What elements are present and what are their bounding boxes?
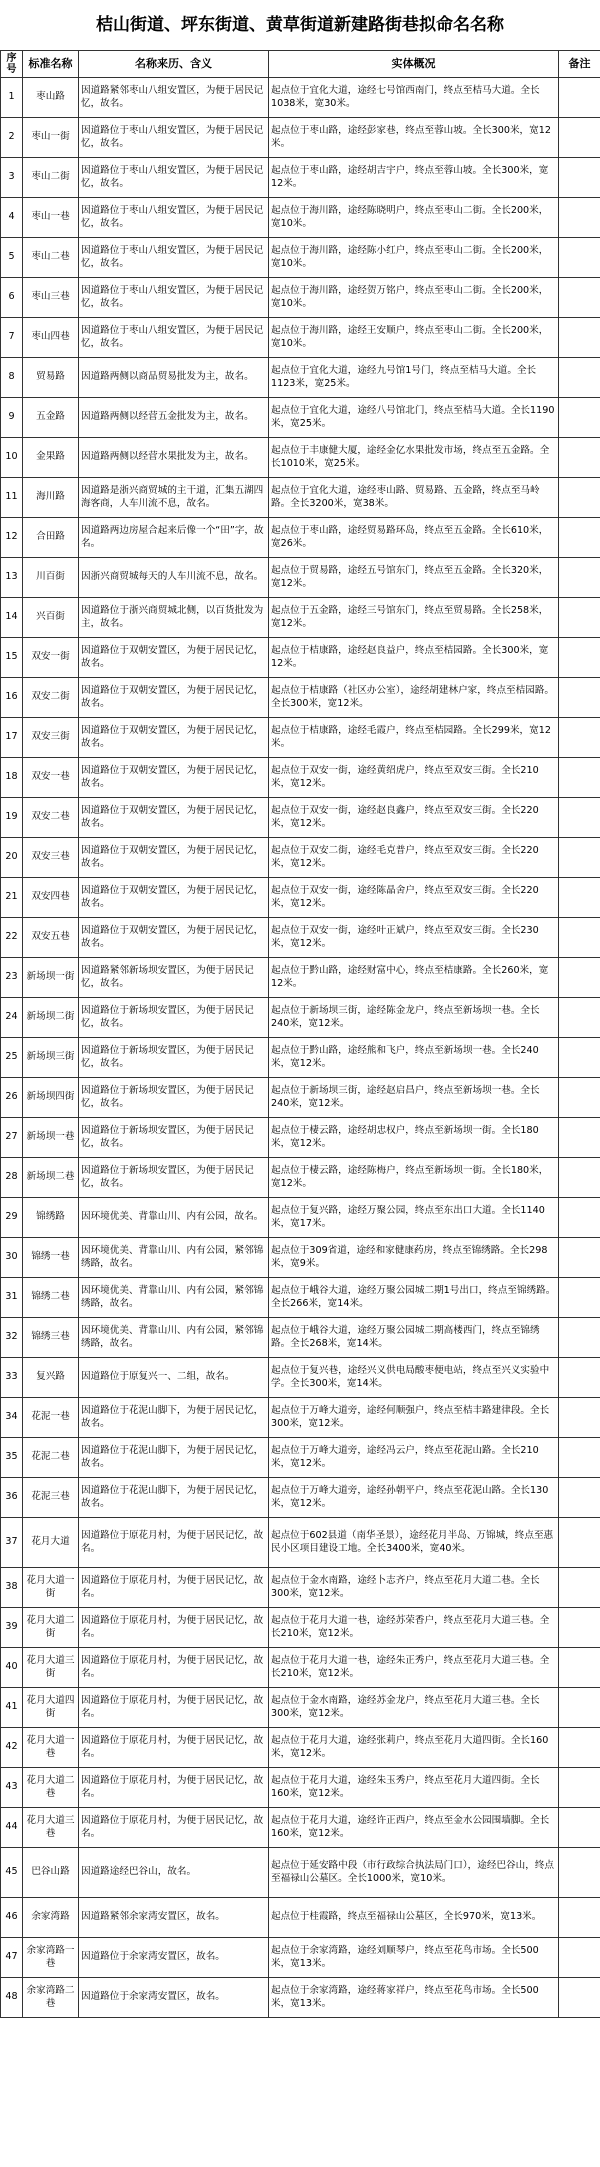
header-detail: 实体概况 [269, 51, 559, 78]
cell-detail: 起点位于金水南路，途经苏金龙户，终点至花月大道三巷。全长300米，宽12米。 [269, 1688, 559, 1728]
cell-index: 6 [1, 278, 23, 318]
cell-note [559, 1158, 600, 1198]
cell-index: 31 [1, 1278, 23, 1318]
cell-index: 21 [1, 878, 23, 918]
cell-index: 1 [1, 78, 23, 118]
header-origin: 名称来历、含义 [79, 51, 269, 78]
cell-index: 2 [1, 118, 23, 158]
cell-origin: 因道路位于双朝安置区，为便于居民记忆，故名。 [79, 878, 269, 918]
cell-name: 花月大道四街 [23, 1688, 79, 1728]
cell-index: 14 [1, 598, 23, 638]
cell-name: 双安二巷 [23, 798, 79, 838]
cell-detail: 起点位于海川路，途经王安顺户，终点至枣山二街。全长200米，宽10米。 [269, 318, 559, 358]
cell-detail: 起点位于花月大道，途经许正西户，终点至金水公园围墙脚。全长160米，宽12米。 [269, 1808, 559, 1848]
cell-origin: 因环境优美、背靠山川、内有公园，紧邻锦绣路，故名。 [79, 1278, 269, 1318]
cell-note [559, 678, 600, 718]
cell-name: 海川路 [23, 478, 79, 518]
cell-name: 余家湾路二巷 [23, 1978, 79, 2018]
cell-detail: 起点位于花月大道一巷，途经苏荣香户，终点至花月大道三巷。全长210米，宽12米。 [269, 1608, 559, 1648]
cell-name: 新场坝一街 [23, 958, 79, 998]
cell-detail: 起点位于余家湾路，途经刘顺琴户，终点至花鸟市场。全长500米，宽13米。 [269, 1938, 559, 1978]
cell-index: 25 [1, 1038, 23, 1078]
cell-index: 12 [1, 518, 23, 558]
cell-detail: 起点位于宜化大道，途经九号馆1号门，终点至桔马大道。全长1123米，宽25米。 [269, 358, 559, 398]
cell-detail: 起点位于新场坝三街，途经赵启昌户，终点至新场坝一巷。全长240米，宽12米。 [269, 1078, 559, 1118]
cell-origin: 因道路位于原花月村，为便于居民记忆，故名。 [79, 1608, 269, 1648]
cell-note [559, 1978, 600, 2018]
cell-index: 22 [1, 918, 23, 958]
cell-name: 枣山四巷 [23, 318, 79, 358]
table-row [1, 758, 600, 798]
cell-note [559, 398, 600, 438]
street-naming-table [0, 50, 600, 2018]
cell-index: 10 [1, 438, 23, 478]
cell-name: 花月大道 [23, 1518, 79, 1568]
cell-name: 新场坝二巷 [23, 1158, 79, 1198]
table-row [1, 118, 600, 158]
cell-index: 37 [1, 1518, 23, 1568]
cell-index: 9 [1, 398, 23, 438]
table-row [1, 838, 600, 878]
cell-origin: 因道路紧邻余家湾安置区，故名。 [79, 1898, 269, 1938]
cell-origin: 因道路位于双朝安置区，为便于居民记忆，故名。 [79, 798, 269, 838]
cell-note [559, 998, 600, 1038]
table-row [1, 878, 600, 918]
cell-origin: 因道路位于新场坝安置区，为便于居民记忆，故名。 [79, 1158, 269, 1198]
cell-detail: 起点位于桔康路，途经毛霞户，终点至桔园路。全长299米，宽12米。 [269, 718, 559, 758]
cell-detail: 起点位于峨谷大道，途经万聚公园城二期1号出口，终点至锦绣路。全长266米，宽14米。 [269, 1278, 559, 1318]
cell-index: 15 [1, 638, 23, 678]
table-row [1, 798, 600, 838]
cell-detail: 起点位于黔山路，途经财富中心，终点至桔康路。全长260米，宽12米。 [269, 958, 559, 998]
table-row [1, 478, 600, 518]
cell-detail: 起点位于海川路，途经陈晓明户，终点至枣山二街。全长200米，宽10米。 [269, 198, 559, 238]
cell-detail: 起点位于宜化大道，途经枣山路、贸易路、五金路，终点至马岭路。全长3200米，宽38米。 [269, 478, 559, 518]
cell-note [559, 1688, 600, 1728]
table-row [1, 1848, 600, 1898]
cell-detail: 起点位于602县道（南华圣景），途经花月半岛、万锦城，终点至惠民小区项目建设工地。全长3400米，宽40米。 [269, 1518, 559, 1568]
cell-name: 枣山三巷 [23, 278, 79, 318]
cell-origin: 因道路位于原花月村，为便于居民记忆，故名。 [79, 1648, 269, 1688]
cell-index: 23 [1, 958, 23, 998]
cell-detail: 起点位于双安一街，途经黄绍虎户，终点至双安三街。全长210米，宽12米。 [269, 758, 559, 798]
table-row [1, 718, 600, 758]
cell-note [559, 1608, 600, 1648]
cell-origin: 因道路两边房屋合起来后像一个“田”字，故名。 [79, 518, 269, 558]
cell-detail: 起点位于宜化大道，途经八号馆北门，终点至桔马大道。全长1190米，宽25米。 [269, 398, 559, 438]
cell-detail: 起点位于峨谷大道，途经万聚公园城二期高楼西门，终点至锦绣路。全长268米，宽14米。 [269, 1318, 559, 1358]
cell-origin: 因道路位于原花月村，为便于居民记忆，故名。 [79, 1808, 269, 1848]
cell-detail: 起点位于金水南路，途经卜志齐户，终点至花月大道二巷。全长300米，宽12米。 [269, 1568, 559, 1608]
cell-origin: 因道路位于花泥山脚下，为便于居民记忆，故名。 [79, 1438, 269, 1478]
cell-index: 5 [1, 238, 23, 278]
cell-name: 双安五巷 [23, 918, 79, 958]
cell-index: 46 [1, 1898, 23, 1938]
table-row [1, 1518, 600, 1568]
table-row [1, 958, 600, 998]
table-row [1, 1278, 600, 1318]
cell-detail: 起点位于海川路，途经陈小红户，终点至枣山二街。全长200米，宽10米。 [269, 238, 559, 278]
table-row [1, 238, 600, 278]
cell-detail: 起点位于五金路，途经三号馆东门，终点至贸易路。全长258米，宽12米。 [269, 598, 559, 638]
cell-index: 33 [1, 1358, 23, 1398]
table-row [1, 1898, 600, 1938]
table-row [1, 1768, 600, 1808]
cell-index: 35 [1, 1438, 23, 1478]
cell-name: 双安一街 [23, 638, 79, 678]
cell-index: 41 [1, 1688, 23, 1728]
cell-note [559, 598, 600, 638]
cell-origin: 因道路位于枣山八组安置区，为便于居民记忆，故名。 [79, 278, 269, 318]
table-row [1, 358, 600, 398]
cell-name: 川百街 [23, 558, 79, 598]
cell-name: 双安二街 [23, 678, 79, 718]
cell-note [559, 358, 600, 398]
cell-origin: 因道路位于枣山八组安置区，为便于居民记忆，故名。 [79, 198, 269, 238]
cell-name: 锦绣一巷 [23, 1238, 79, 1278]
table-row [1, 518, 600, 558]
cell-detail: 起点位于棲云路，途经胡忠权户，终点至新场坝一街。全长180米，宽12米。 [269, 1118, 559, 1158]
cell-name: 巴谷山路 [23, 1848, 79, 1898]
cell-detail: 起点位于宜化大道，途经七号馆西南门，终点至桔马大道。全长1038米，宽30米。 [269, 78, 559, 118]
cell-index: 8 [1, 358, 23, 398]
cell-origin: 因道路位于原花月村，为便于居民记忆，故名。 [79, 1518, 269, 1568]
cell-name: 锦绣二巷 [23, 1278, 79, 1318]
cell-origin: 因道路位于双朝安置区，为便于居民记忆，故名。 [79, 718, 269, 758]
table-row [1, 1938, 600, 1978]
cell-origin: 因道路两侧以经营水果批发为主，故名。 [79, 438, 269, 478]
cell-index: 17 [1, 718, 23, 758]
cell-origin: 因道路位于双朝安置区，为便于居民记忆，故名。 [79, 638, 269, 678]
cell-note [559, 1568, 600, 1608]
cell-name: 锦绣三巷 [23, 1318, 79, 1358]
cell-origin: 因道路位于新场坝安置区，为便于居民记忆，故名。 [79, 1078, 269, 1118]
cell-origin: 因道路位于新场坝安置区，为便于居民记忆，故名。 [79, 1038, 269, 1078]
table-row [1, 78, 600, 118]
cell-name: 合田路 [23, 518, 79, 558]
cell-note [559, 1898, 600, 1938]
cell-note [559, 1318, 600, 1358]
table-row [1, 398, 600, 438]
cell-note [559, 1398, 600, 1438]
cell-index: 39 [1, 1608, 23, 1648]
cell-detail: 起点位于余家湾路，途经蒋家祥户，终点至花鸟市场。全长500米，宽13米。 [269, 1978, 559, 2018]
cell-detail: 起点位于丰康健大厦，途经金亿水果批发市场，终点至五金路。全长1010米，宽25米。 [269, 438, 559, 478]
cell-origin: 因浙兴商贸城每天的人车川流不息，故名。 [79, 558, 269, 598]
cell-note [559, 1808, 600, 1848]
table-row [1, 1648, 600, 1688]
cell-detail: 起点位于枣山路，途经彭家巷，终点至蓉山坡。全长300米，宽12米。 [269, 118, 559, 158]
cell-index: 7 [1, 318, 23, 358]
table-row [1, 438, 600, 478]
cell-name: 花月大道三街 [23, 1648, 79, 1688]
cell-note [559, 918, 600, 958]
cell-index: 18 [1, 758, 23, 798]
cell-origin: 因道路位于双朝安置区，为便于居民记忆，故名。 [79, 838, 269, 878]
cell-name: 花月大道二巷 [23, 1768, 79, 1808]
table-row [1, 638, 600, 678]
table-row [1, 318, 600, 358]
cell-detail: 起点位于花月大道，途经朱玉秀户，终点至花月大道四街。全长160米，宽12米。 [269, 1768, 559, 1808]
cell-index: 43 [1, 1768, 23, 1808]
cell-origin: 因道路位于新场坝安置区，为便于居民记忆，故名。 [79, 998, 269, 1038]
header-note: 备注 [559, 51, 600, 78]
cell-name: 花泥一巷 [23, 1398, 79, 1438]
cell-origin: 因道路位于浙兴商贸城北侧，以百货批发为主，故名。 [79, 598, 269, 638]
table-row [1, 1478, 600, 1518]
table-row [1, 1358, 600, 1398]
cell-index: 29 [1, 1198, 23, 1238]
document-title: 桔山街道、坪东街道、黄草街道新建路街巷拟命名名称 [96, 15, 504, 35]
table-body [1, 78, 600, 2018]
cell-name: 花月大道三巷 [23, 1808, 79, 1848]
table-row [1, 1238, 600, 1278]
cell-index: 16 [1, 678, 23, 718]
cell-note [559, 878, 600, 918]
cell-index: 3 [1, 158, 23, 198]
cell-index: 32 [1, 1318, 23, 1358]
table-row [1, 1318, 600, 1358]
cell-origin: 因道路位于余家湾安置区，故名。 [79, 1938, 269, 1978]
cell-origin: 因道路位于原花月村，为便于居民记忆，故名。 [79, 1768, 269, 1808]
cell-detail: 起点位于309省道，途经和家健康药房，终点至锦绣路。全长298米，宽9米。 [269, 1238, 559, 1278]
cell-origin: 因道路位于枣山八组安置区，为便于居民记忆，故名。 [79, 318, 269, 358]
cell-origin: 因道路位于枣山八组安置区，为便于居民记忆，故名。 [79, 118, 269, 158]
cell-origin: 因环境优美、背靠山川、内有公园，紧邻锦绣路，故名。 [79, 1238, 269, 1278]
table-row [1, 278, 600, 318]
cell-origin: 因道路位于枣山八组安置区，为便于居民记忆，故名。 [79, 238, 269, 278]
cell-note [559, 838, 600, 878]
cell-note [559, 798, 600, 838]
cell-index: 26 [1, 1078, 23, 1118]
cell-index: 13 [1, 558, 23, 598]
cell-name: 兴百街 [23, 598, 79, 638]
table-row [1, 678, 600, 718]
table-row [1, 1398, 600, 1438]
cell-origin: 因道路位于枣山八组安置区，为便于居民记忆，故名。 [79, 158, 269, 198]
cell-origin: 因道路位于余家湾安置区，故名。 [79, 1978, 269, 2018]
cell-name: 枣山一巷 [23, 198, 79, 238]
table-row [1, 1198, 600, 1238]
cell-name: 五金路 [23, 398, 79, 438]
cell-name: 新场坝一巷 [23, 1118, 79, 1158]
cell-note [559, 238, 600, 278]
cell-note [559, 1848, 600, 1898]
cell-note [559, 198, 600, 238]
table-row [1, 198, 600, 238]
table-row [1, 158, 600, 198]
cell-name: 贸易路 [23, 358, 79, 398]
cell-origin: 因道路紧邻新场坝安置区，为便于居民记忆，故名。 [79, 958, 269, 998]
cell-detail: 起点位于海川路，途经贺万铭户，终点至枣山二街。全长200米，宽10米。 [269, 278, 559, 318]
cell-origin: 因道路位于双朝安置区，为便于居民记忆，故名。 [79, 678, 269, 718]
cell-note [559, 78, 600, 118]
table-row [1, 1978, 600, 2018]
cell-name: 花泥三巷 [23, 1478, 79, 1518]
cell-name: 枣山路 [23, 78, 79, 118]
cell-detail: 起点位于桂霞路，终点至福禄山公墓区，全长970米，宽13米。 [269, 1898, 559, 1938]
cell-detail: 起点位于枣山路，途经胡吉宇户，终点至蓉山坡。全长300米，宽12米。 [269, 158, 559, 198]
cell-note [559, 1518, 600, 1568]
cell-note [559, 1478, 600, 1518]
cell-name: 枣山二巷 [23, 238, 79, 278]
cell-note [559, 558, 600, 598]
cell-origin: 因道路位于双朝安置区，为便于居民记忆，故名。 [79, 758, 269, 798]
cell-index: 4 [1, 198, 23, 238]
table-row [1, 1158, 600, 1198]
cell-origin: 因道路位于花泥山脚下，为便于居民记忆，故名。 [79, 1478, 269, 1518]
cell-detail: 起点位于双安一街，途经陈晶舍户，终点至双安三街。全长220米，宽12米。 [269, 878, 559, 918]
cell-name: 花月大道一巷 [23, 1728, 79, 1768]
cell-note [559, 1238, 600, 1278]
cell-name: 余家湾路一巷 [23, 1938, 79, 1978]
cell-note [559, 1358, 600, 1398]
cell-name: 余家湾路 [23, 1898, 79, 1938]
cell-detail: 起点位于贸易路，途经五号馆东门，终点至五金路。全长320米，宽12米。 [269, 558, 559, 598]
cell-detail: 起点位于延安路中段（市行政综合执法局门口），途经巴谷山，终点至福禄山公墓区。全长1000米，宽10米。 [269, 1848, 559, 1898]
cell-origin: 因道路两侧以经营五金批发为主，故名。 [79, 398, 269, 438]
cell-detail: 起点位于桔康路（社区办公室），途经胡建林户家，终点至桔园路。全长300米，宽12米。 [269, 678, 559, 718]
cell-index: 27 [1, 1118, 23, 1158]
cell-origin: 因道路两侧以商品贸易批发为主，故名。 [79, 358, 269, 398]
cell-origin: 因环境优美、背靠山川、内有公园，故名。 [79, 1198, 269, 1238]
cell-detail: 起点位于双安一街，途经赵良鑫户，终点至双安三街。全长220米，宽12米。 [269, 798, 559, 838]
cell-detail: 起点位于万峰大道旁，途经何顺强户，终点至桔丰路建律段。全长300米，宽12米。 [269, 1398, 559, 1438]
table-row [1, 1118, 600, 1158]
cell-origin: 因道路位于新场坝安置区，为便于居民记忆，故名。 [79, 1118, 269, 1158]
cell-name: 双安三巷 [23, 838, 79, 878]
cell-index: 48 [1, 1978, 23, 2018]
cell-name: 花月大道二街 [23, 1608, 79, 1648]
table-row [1, 918, 600, 958]
table-row [1, 1608, 600, 1648]
cell-note [559, 1278, 600, 1318]
cell-note [559, 1648, 600, 1688]
cell-index: 30 [1, 1238, 23, 1278]
cell-name: 新场坝三街 [23, 1038, 79, 1078]
cell-name: 双安一巷 [23, 758, 79, 798]
header-index: 序号 [1, 51, 23, 78]
cell-detail: 起点位于复兴巷，途经兴义供电局酸枣便电站，终点至兴义实验中学。全长300米，宽14米。 [269, 1358, 559, 1398]
table-row [1, 558, 600, 598]
cell-note [559, 438, 600, 478]
cell-note [559, 118, 600, 158]
table-row [1, 1688, 600, 1728]
cell-name: 枣山一街 [23, 118, 79, 158]
cell-detail: 起点位于万峰大道旁，途经孙朝平户，终点至花泥山路。全长130米，宽12米。 [269, 1478, 559, 1518]
cell-detail: 起点位于新场坝三街，途经陈金龙户，终点至新场坝一巷。全长240米，宽12米。 [269, 998, 559, 1038]
table-row [1, 1808, 600, 1848]
cell-index: 34 [1, 1398, 23, 1438]
cell-name: 双安四巷 [23, 878, 79, 918]
cell-note [559, 1728, 600, 1768]
table-row [1, 1078, 600, 1118]
cell-note [559, 638, 600, 678]
cell-index: 40 [1, 1648, 23, 1688]
cell-name: 枣山二街 [23, 158, 79, 198]
table-row [1, 1038, 600, 1078]
cell-detail: 起点位于万峰大道旁，途经冯云户，终点至花泥山路。全长210米，宽12米。 [269, 1438, 559, 1478]
cell-note [559, 718, 600, 758]
table-row [1, 598, 600, 638]
table-row [1, 1568, 600, 1608]
cell-index: 38 [1, 1568, 23, 1608]
cell-name: 新场坝二街 [23, 998, 79, 1038]
cell-index: 36 [1, 1478, 23, 1518]
cell-note [559, 278, 600, 318]
cell-origin: 因道路位于花泥山脚下，为便于居民记忆，故名。 [79, 1398, 269, 1438]
cell-detail: 起点位于双安二街，途经毛克普户，终点至双安三街。全长220米，宽12米。 [269, 838, 559, 878]
cell-index: 42 [1, 1728, 23, 1768]
cell-detail: 起点位于花月大道，途经张莉户，终点至花月大道四街。全长160米，宽12米。 [269, 1728, 559, 1768]
cell-note [559, 478, 600, 518]
cell-name: 花月大道一街 [23, 1568, 79, 1608]
cell-note [559, 318, 600, 358]
cell-note [559, 1438, 600, 1478]
cell-name: 花泥二巷 [23, 1438, 79, 1478]
table-header-row [1, 51, 600, 78]
cell-name: 金果路 [23, 438, 79, 478]
cell-detail: 起点位于花月大道一巷，途经朱正秀户，终点至花月大道三巷。全长210米，宽12米。 [269, 1648, 559, 1688]
table-row [1, 1438, 600, 1478]
cell-note [559, 758, 600, 798]
cell-note [559, 1118, 600, 1158]
cell-origin: 因道路位于双朝安置区，为便于居民记忆，故名。 [79, 918, 269, 958]
header-name: 标准名称 [23, 51, 79, 78]
cell-detail: 起点位于黔山路，途经熊和飞户，终点至新场坝一巷。全长240米，宽12米。 [269, 1038, 559, 1078]
cell-detail: 起点位于桔康路，途经赵良益户，终点至桔园路。全长300米，宽12米。 [269, 638, 559, 678]
cell-detail: 起点位于双安一街，途经叶正斌户，终点至双安三街。全长230米，宽12米。 [269, 918, 559, 958]
cell-name: 双安三街 [23, 718, 79, 758]
cell-note [559, 1038, 600, 1078]
cell-detail: 起点位于枣山路，途经贸易路环岛，终点至五金路。全长610米，宽26米。 [269, 518, 559, 558]
cell-origin: 因道路紧邻枣山八组安置区，为便于居民记忆，故名。 [79, 78, 269, 118]
cell-index: 45 [1, 1848, 23, 1898]
cell-detail: 起点位于复兴路，途经万聚公园，终点至东出口大道。全长1140米，宽17米。 [269, 1198, 559, 1238]
cell-index: 47 [1, 1938, 23, 1978]
cell-note [559, 1768, 600, 1808]
cell-note [559, 518, 600, 558]
cell-note [559, 958, 600, 998]
cell-name: 锦绣路 [23, 1198, 79, 1238]
cell-note [559, 158, 600, 198]
cell-origin: 因道路是浙兴商贸城的主干道，汇集五湖四海客商，人车川流不息，故名。 [79, 478, 269, 518]
cell-index: 19 [1, 798, 23, 838]
cell-origin: 因道路位于原花月村，为便于居民记忆，故名。 [79, 1728, 269, 1768]
cell-origin: 因道路位于原花月村，为便于居民记忆，故名。 [79, 1688, 269, 1728]
cell-origin: 因道路途经巴谷山，故名。 [79, 1848, 269, 1898]
cell-index: 20 [1, 838, 23, 878]
cell-note [559, 1198, 600, 1238]
table-row [1, 998, 600, 1038]
cell-name: 复兴路 [23, 1358, 79, 1398]
cell-origin: 因道路位于原复兴一、二组，故名。 [79, 1358, 269, 1398]
cell-origin: 因道路位于原花月村，为便于居民记忆，故名。 [79, 1568, 269, 1608]
cell-index: 44 [1, 1808, 23, 1848]
cell-name: 新场坝四街 [23, 1078, 79, 1118]
cell-detail: 起点位于棲云路，途经陈梅户，终点至新场坝一街。全长180米，宽12米。 [269, 1158, 559, 1198]
cell-index: 28 [1, 1158, 23, 1198]
cell-index: 24 [1, 998, 23, 1038]
table-row [1, 1728, 600, 1768]
cell-index: 11 [1, 478, 23, 518]
cell-note [559, 1078, 600, 1118]
cell-note [559, 1938, 600, 1978]
cell-origin: 因环境优美、背靠山川、内有公园，紧邻锦绣路，故名。 [79, 1318, 269, 1358]
